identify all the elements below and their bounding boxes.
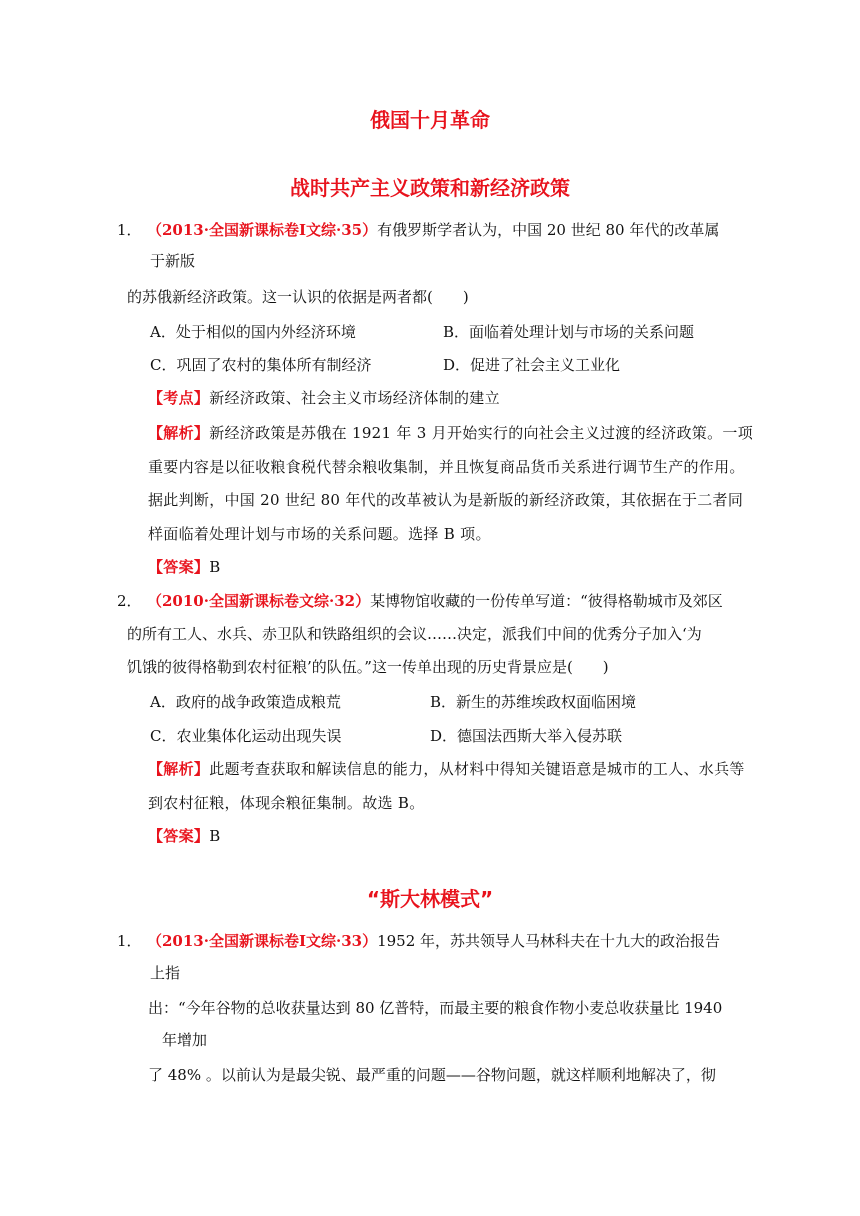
option-c: C．农业集体化运动出现失误 — [150, 727, 342, 745]
knowledge-point: 【考点】新经济政策、社会主义市场经济体制的建立 — [148, 389, 500, 407]
question-stem: 某博物馆收藏的一份传单写道：“彼得格勒城市及郊区 — [370, 592, 723, 610]
question-1-line-3: 的苏俄新经济政策。这一认识的依据是两者都( ) — [127, 288, 469, 306]
question-number: 2． — [117, 592, 142, 610]
document-title: 俄国十月革命 — [370, 108, 490, 132]
question-3-line-5: 了 48% 。以前认为是最尖锐、最严重的问题——谷物问题，就这样顺利地解决了，彻 — [148, 1066, 716, 1084]
analysis-line-2: 到农村征粮，体现余粮征集制。故选 B。 — [148, 794, 425, 812]
option-d: D．德国法西斯大举入侵苏联 — [430, 727, 623, 745]
question-3-line-4: 年增加 — [162, 1031, 208, 1049]
option-d: D．促进了社会主义工业化 — [443, 356, 621, 374]
analysis-label: 【解析】 — [148, 760, 210, 778]
option-b: B．面临着处理计划与市场的关系问题 — [443, 323, 695, 341]
question-3-line-1 — [117, 930, 720, 952]
option-a: A．政府的战争政策造成粮荒 — [150, 693, 341, 711]
answer-label: 【答案】 — [148, 558, 210, 576]
analysis-line-2: 重要内容是以征收粮食税代替余粮收集制，并且恢复商品货币关系进行调节生产的作用。 — [148, 458, 745, 476]
analysis-line-1: 【解析】此题考查获取和解读信息的能力，从材料中得知关键语意是城市的工人、水兵等 — [148, 760, 745, 778]
option-c: C．巩固了农村的集体所有制经济 — [150, 356, 372, 374]
question-3-line-2: 上指 — [150, 964, 181, 982]
analysis-label: 【解析】 — [148, 424, 210, 442]
question-1-line-2: 于新版 — [150, 252, 196, 270]
analysis-line-3: 据此判断，中国 20 世纪 80 年代的改革被认为是新版的新经济政策，其依据在于二者同 — [148, 491, 744, 509]
answer — [148, 825, 221, 847]
answer — [148, 556, 221, 578]
question-source: （2010·全国新课标卷文综·32） — [147, 592, 371, 610]
question-number: 1． — [117, 932, 142, 950]
option-b: B．新生的苏维埃政权面临困境 — [430, 693, 637, 711]
question-source: （2013·全国新课标卷Ⅰ文综·33） — [147, 932, 378, 950]
analysis-line-4: 样面临着处理计划与市场的关系问题。选择 B 项。 — [148, 525, 491, 543]
analysis-line-1: 【解析】新经济政策是苏俄在 1921 年 3 月开始实行的向社会主义过渡的经济政策。一项 — [148, 424, 753, 442]
section-heading-stalin-model: “斯大林模式” — [366, 887, 494, 911]
option-a: A．处于相似的国内外经济环境 — [150, 323, 356, 341]
answer-value: B — [209, 558, 221, 576]
section-heading-war-communism: 战时共产主义政策和新经济政策 — [290, 176, 570, 200]
question-3-line-3: 出：“今年谷物的总收获量达到 80 亿普特，而最主要的粮食作物小麦总收获量比 1940 — [148, 999, 723, 1017]
question-2-line-3: 饥饿的彼得格勒到农村征粮’的队伍。”这一传单出现的历史背景应是( ) — [127, 658, 609, 676]
question-stem: 有俄罗斯学者认为，中国 20 世纪 80 年代的改革属 — [377, 221, 720, 239]
question-2-line-2: 的所有工人、水兵、赤卫队和铁路组织的会议……决定，派我们中间的优秀分子加入‘为 — [127, 625, 702, 643]
question-2-line-1 — [117, 590, 723, 612]
answer-label: 【答案】 — [148, 827, 210, 845]
answer-value: B — [209, 827, 221, 845]
question-source: （2013·全国新课标卷Ⅰ文综·35） — [147, 221, 378, 239]
question-stem: 1952 年，苏共领导人马林科夫在十九大的政治报告 — [377, 932, 721, 950]
question-1-line-1 — [117, 219, 719, 241]
knowledge-point-label: 【考点】 — [148, 389, 210, 407]
question-number: 1． — [117, 221, 142, 239]
